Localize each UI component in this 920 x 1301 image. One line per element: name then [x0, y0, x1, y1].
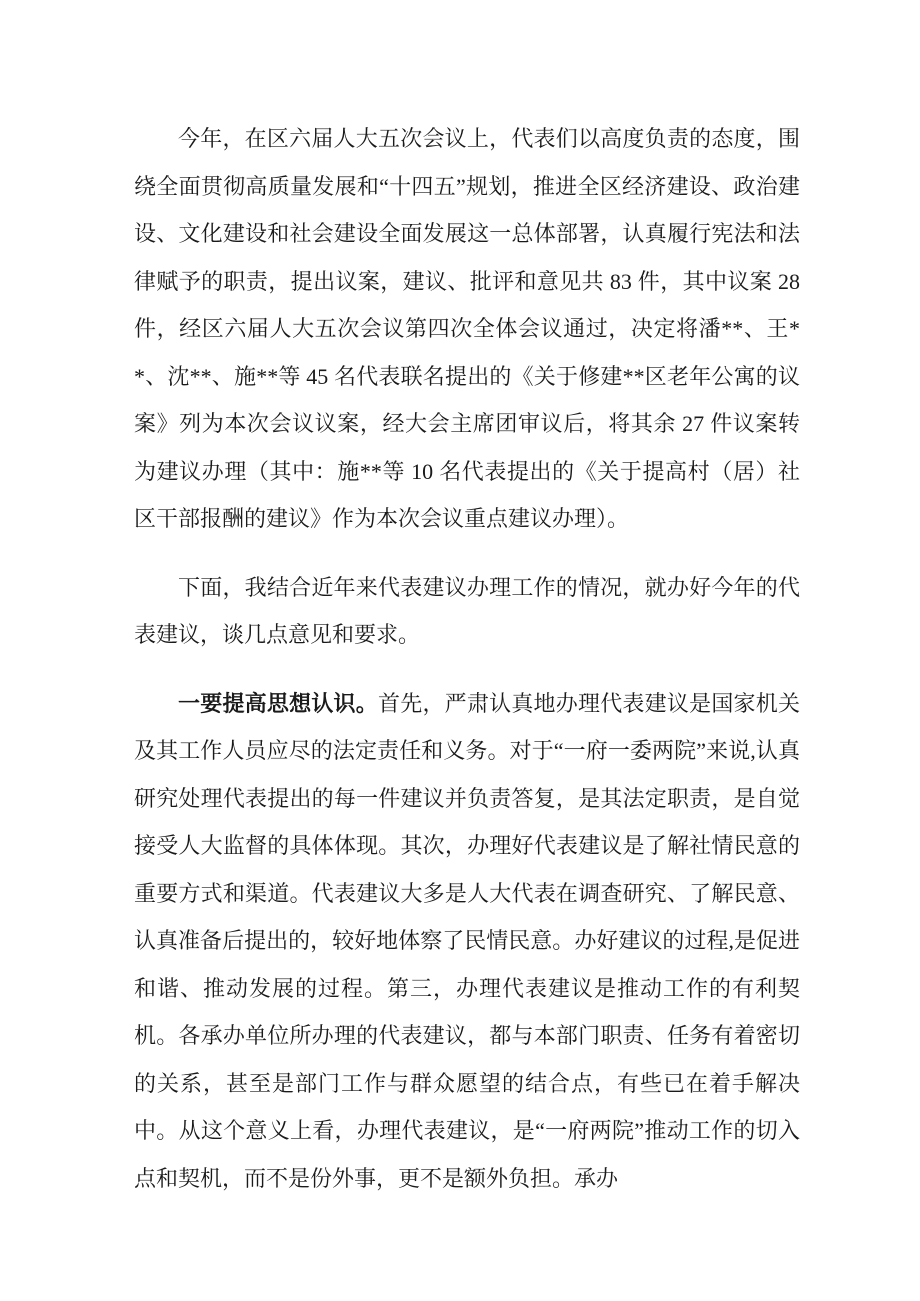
paragraph-transition: 下面，我结合近年来代表建议办理工作的情况，就办好今年的代表建议，谈几点意见和要求。: [134, 574, 800, 647]
paragraph-session-overview: 今年，在区六届人大五次会议上，代表们以高度负责的态度，围绕全面贯彻高质量发展和“十四五”规划，推进全区经济建设、政治建设、文化建设和社会建设全面发展这一总体部署，认真履行宪法和法律赋予的职责，提出议案，建议、批评和意见共 83 件，其中议案 28 件，经区六届人大五次会议第四次全体会议通过，决定将潘**、王**、沈**、施**等 45 名代表联名提出的《关于修建**区老年公寓的议案》列为本次会议议案，经大会主席团审议后，将其余 27 件议案转为建议办理（其中：施**等 10 名代表提出的《关于提高村（居）社区干部报酬的建议》作为本次会议重点建议办理）。: [134, 126, 800, 531]
document-body: [134, 115, 800, 1202]
paragraph-first-requirement-body: 首先，严肃认真地办理代表建议是国家机关及其工作人员应尽的法定责任和义务。对于“一府一委两院”来说,认真研究处理代表提出的每一件建议并负责答复，是其法定职责，是自觉接受人大监督的具体体现。其次，办理好代表建议是了解社情民意的重要方式和渠道。代表建议大多是人大代表在调查研究、了解民意、认真准备后提出的，较好地体察了民情民意。办好建议的过程,是促进和谐、推动发展的过程。第三，办理代表建议是推动工作的有利契机。各承办单位所办理的代表建议，都与本部门职责、任务有着密切的关系，甚至是部门工作与群众愿望的结合点，有些已在着手解决中。从这个意义上看，办理代表建议，是“一府两院”推动工作的切入点和契机，而不是份外事，更不是额外负担。承办: [134, 690, 800, 1191]
paragraph-first-requirement: [134, 680, 800, 1203]
paragraph-first-requirement-bold-lead: 一要提高思想认识。: [178, 690, 378, 716]
